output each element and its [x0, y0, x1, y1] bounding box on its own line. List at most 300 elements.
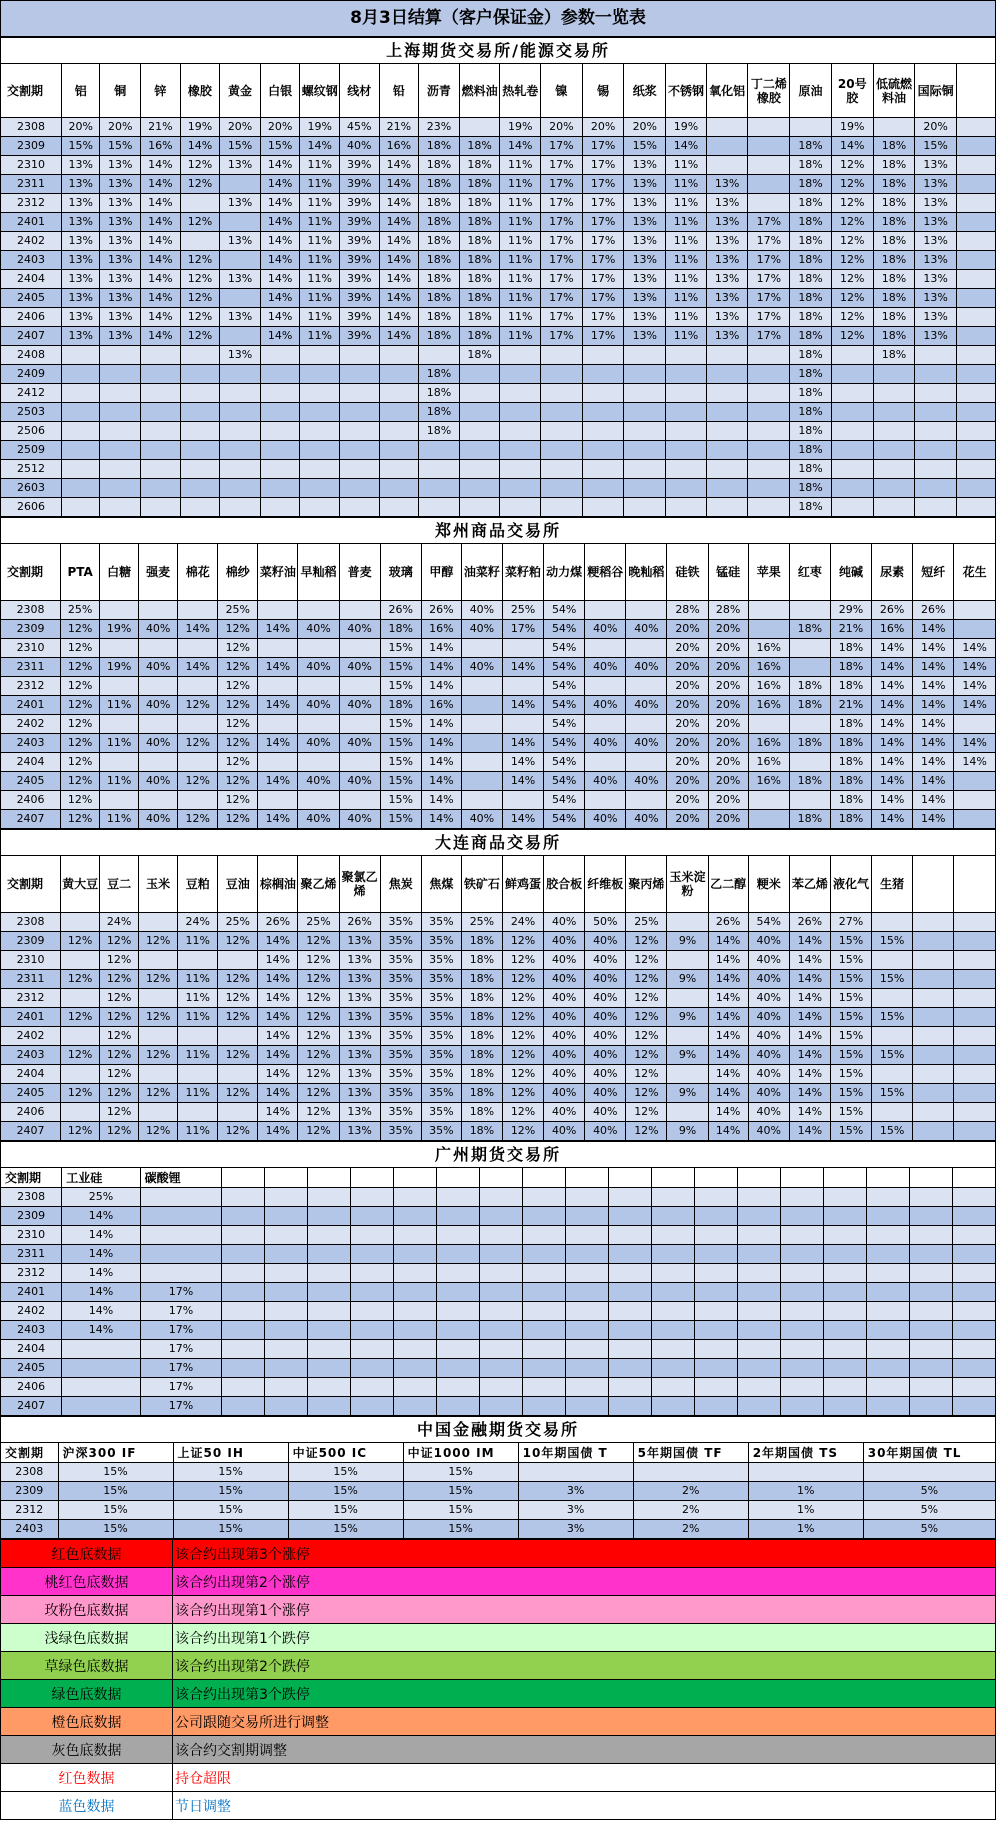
margin-cell: 11% — [178, 932, 218, 951]
margin-cell: 13% — [339, 1122, 380, 1141]
margin-cell: 14% — [379, 327, 419, 346]
margin-cell: 20% — [708, 772, 748, 791]
margin-cell — [100, 677, 139, 696]
margin-cell: 18% — [459, 156, 500, 175]
margin-cell — [141, 498, 181, 517]
margin-cell: 13% — [339, 932, 380, 951]
margin-cell — [351, 1207, 394, 1226]
margin-cell: 40% — [585, 932, 626, 951]
margin-cell: 12% — [180, 251, 220, 270]
margin-cell — [667, 1027, 708, 1046]
margin-cell — [379, 346, 419, 365]
legend-label: 橙色底数据 — [1, 1708, 173, 1736]
margin-cell — [957, 479, 996, 498]
margin-cell — [178, 791, 218, 810]
margin-cell — [265, 1188, 308, 1207]
margin-cell: 18% — [790, 137, 832, 156]
margin-cell: 12% — [831, 251, 873, 270]
legend-label: 玫粉色底数据 — [1, 1596, 173, 1624]
legend-description: 该合约出现第1个涨停 — [173, 1596, 996, 1624]
margin-cell: 13% — [624, 232, 666, 251]
margin-cell — [780, 1226, 823, 1245]
margin-cell — [823, 1378, 866, 1397]
margin-cell — [954, 1027, 996, 1046]
margin-cell — [139, 951, 178, 970]
margin-cell: 12% — [100, 1103, 139, 1122]
margin-cell: 18% — [790, 498, 832, 517]
margin-cell: 39% — [339, 251, 379, 270]
margin-cell: 18% — [790, 251, 832, 270]
table-row — [1, 989, 996, 1008]
margin-cell: 12% — [61, 658, 100, 677]
margin-cell: 14% — [913, 772, 954, 791]
margin-cell: 12% — [218, 772, 258, 791]
margin-cell — [459, 403, 500, 422]
margin-cell — [62, 1397, 140, 1416]
margin-cell — [823, 1283, 866, 1302]
table-row — [1, 658, 996, 677]
margin-cell: 14% — [141, 213, 181, 232]
margin-cell: 13% — [220, 308, 261, 327]
column-header: 棉纱 — [218, 544, 258, 601]
margin-cell: 12% — [100, 1065, 139, 1084]
margin-cell: 18% — [459, 308, 500, 327]
margin-cell — [541, 365, 583, 384]
delivery-period-cell: 2402 — [1, 1027, 61, 1046]
margin-cell — [437, 1188, 480, 1207]
margin-cell — [915, 346, 957, 365]
column-header: 沪深300 IF — [58, 1443, 173, 1463]
margin-cell — [866, 1340, 909, 1359]
margin-cell — [831, 479, 873, 498]
margin-cell: 12% — [626, 1084, 667, 1103]
cffex-section-title: 中国金融期货交易所 — [1, 1417, 996, 1443]
margin-cell: 54% — [544, 772, 585, 791]
margin-cell: 18% — [461, 1084, 502, 1103]
margin-cell — [954, 1084, 996, 1103]
margin-cell: 40% — [626, 734, 667, 753]
margin-cell: 26% — [913, 601, 954, 620]
margin-cell — [265, 1245, 308, 1264]
margin-cell — [957, 175, 996, 194]
margin-cell — [909, 1397, 952, 1416]
margin-cell — [61, 403, 100, 422]
margin-cell — [541, 479, 583, 498]
margin-cell — [300, 479, 340, 498]
margin-cell — [582, 346, 624, 365]
margin-cell: 14% — [300, 137, 340, 156]
margin-cell — [265, 1340, 308, 1359]
margin-cell: 19% — [180, 118, 220, 137]
margin-cell — [339, 753, 380, 772]
margin-cell: 14% — [954, 753, 996, 772]
margin-cell: 20% — [624, 118, 666, 137]
margin-cell: 12% — [100, 1027, 139, 1046]
margin-cell: 14% — [258, 620, 298, 639]
margin-cell: 11% — [100, 772, 139, 791]
margin-cell: 12% — [626, 989, 667, 1008]
margin-cell — [308, 1321, 351, 1340]
margin-cell: 16% — [748, 772, 789, 791]
column-header — [523, 1168, 566, 1188]
margin-cell — [518, 1463, 633, 1482]
margin-cell: 26% — [789, 913, 830, 932]
margin-cell: 14% — [872, 734, 913, 753]
margin-cell: 40% — [626, 810, 667, 829]
margin-cell: 40% — [585, 696, 626, 715]
margin-cell — [258, 677, 298, 696]
margin-cell — [694, 1283, 737, 1302]
margin-cell — [566, 1283, 609, 1302]
margin-cell — [748, 620, 789, 639]
margin-cell: 12% — [61, 753, 100, 772]
margin-cell: 9% — [667, 970, 708, 989]
table-row — [1, 1520, 996, 1539]
margin-cell — [582, 403, 624, 422]
margin-cell — [220, 460, 261, 479]
margin-cell: 11% — [666, 213, 707, 232]
margin-cell — [300, 365, 340, 384]
column-header: 普麦 — [339, 544, 380, 601]
margin-cell: 12% — [298, 1084, 339, 1103]
margin-cell: 14% — [708, 1084, 748, 1103]
margin-cell — [339, 479, 379, 498]
margin-cell: 16% — [141, 137, 181, 156]
column-header: 低硫燃料油 — [873, 64, 915, 118]
margin-cell: 13% — [100, 308, 141, 327]
margin-cell — [957, 365, 996, 384]
margin-cell: 40% — [626, 658, 667, 677]
margin-cell — [913, 970, 954, 989]
margin-cell — [523, 1302, 566, 1321]
margin-cell: 25% — [218, 601, 258, 620]
margin-cell: 14% — [260, 213, 300, 232]
margin-cell: 14% — [421, 658, 461, 677]
margin-cell — [652, 1264, 695, 1283]
margin-cell — [954, 913, 996, 932]
margin-cell: 54% — [544, 639, 585, 658]
margin-cell: 17% — [140, 1283, 222, 1302]
delivery-period-cell: 2310 — [1, 639, 61, 658]
column-header — [866, 1168, 909, 1188]
margin-cell — [379, 384, 419, 403]
margin-cell — [394, 1226, 437, 1245]
delivery-period-cell: 2407 — [1, 1122, 61, 1141]
margin-cell: 11% — [300, 327, 340, 346]
margin-cell: 17% — [582, 270, 624, 289]
table-row — [1, 715, 996, 734]
margin-cell: 15% — [830, 1103, 871, 1122]
margin-cell — [780, 1378, 823, 1397]
margin-cell: 13% — [706, 251, 748, 270]
margin-cell: 11% — [300, 175, 340, 194]
column-header: 动力煤 — [544, 544, 585, 601]
margin-cell — [461, 677, 502, 696]
column-header — [954, 856, 996, 913]
margin-cell: 14% — [260, 289, 300, 308]
margin-cell: 15% — [288, 1520, 403, 1539]
margin-cell: 40% — [585, 1008, 626, 1027]
margin-cell — [585, 677, 626, 696]
shfe-header-row — [1, 64, 996, 118]
margin-cell: 40% — [748, 1122, 789, 1141]
margin-cell — [706, 460, 748, 479]
column-header — [952, 1168, 995, 1188]
column-header: 鲜鸡蛋 — [502, 856, 543, 913]
margin-cell — [748, 715, 789, 734]
margin-cell — [541, 403, 583, 422]
margin-cell: 54% — [544, 753, 585, 772]
table-row — [1, 422, 996, 441]
margin-cell — [748, 791, 789, 810]
margin-cell: 35% — [421, 1027, 461, 1046]
column-header: 强麦 — [139, 544, 178, 601]
margin-cell — [339, 384, 379, 403]
margin-cell — [873, 422, 915, 441]
margin-cell: 11% — [500, 156, 541, 175]
column-header: 铜 — [100, 64, 141, 118]
delivery-period-cell: 2309 — [1, 1207, 62, 1226]
margin-cell — [260, 479, 300, 498]
margin-cell — [780, 1264, 823, 1283]
margin-cell: 18% — [830, 639, 871, 658]
margin-cell: 16% — [748, 734, 789, 753]
table-row — [1, 1245, 996, 1264]
margin-cell: 35% — [421, 913, 461, 932]
margin-cell: 40% — [298, 772, 339, 791]
margin-cell: 11% — [500, 308, 541, 327]
margin-cell — [100, 460, 141, 479]
margin-cell: 14% — [789, 970, 830, 989]
margin-cell: 14% — [258, 658, 298, 677]
margin-cell: 1% — [748, 1501, 863, 1520]
margin-cell: 40% — [585, 970, 626, 989]
margin-cell — [737, 1321, 780, 1340]
margin-cell — [351, 1245, 394, 1264]
margin-cell: 18% — [873, 346, 915, 365]
margin-cell: 12% — [626, 1046, 667, 1065]
margin-cell: 18% — [459, 327, 500, 346]
margin-cell: 14% — [789, 1027, 830, 1046]
margin-cell: 15% — [872, 1122, 913, 1141]
margin-cell: 13% — [915, 270, 957, 289]
margin-cell: 13% — [706, 213, 748, 232]
margin-cell: 17% — [140, 1397, 222, 1416]
margin-cell — [748, 460, 790, 479]
margin-cell: 12% — [298, 1046, 339, 1065]
delivery-period-cell: 2308 — [1, 913, 61, 932]
margin-cell: 11% — [500, 213, 541, 232]
margin-cell — [913, 989, 954, 1008]
margin-cell: 28% — [708, 601, 748, 620]
margin-cell — [748, 498, 790, 517]
margin-cell — [220, 422, 261, 441]
margin-cell — [178, 639, 218, 658]
margin-cell: 54% — [544, 715, 585, 734]
margin-cell: 12% — [100, 1084, 139, 1103]
margin-cell — [866, 1302, 909, 1321]
table-row — [1, 810, 996, 829]
legend-row — [1, 1708, 996, 1736]
margin-cell — [748, 1463, 863, 1482]
margin-cell: 12% — [100, 1046, 139, 1065]
margin-cell — [394, 1207, 437, 1226]
margin-cell: 17% — [748, 308, 790, 327]
margin-cell — [609, 1283, 652, 1302]
margin-cell: 15% — [380, 791, 421, 810]
margin-cell — [694, 1359, 737, 1378]
margin-cell: 12% — [502, 1027, 543, 1046]
margin-cell: 17% — [140, 1321, 222, 1340]
margin-cell — [909, 1245, 952, 1264]
czce-section-title: 郑州商品交易所 — [1, 518, 996, 544]
margin-cell: 17% — [582, 175, 624, 194]
margin-cell: 18% — [419, 422, 460, 441]
margin-cell: 14% — [789, 951, 830, 970]
margin-cell: 14% — [913, 753, 954, 772]
margin-cell: 12% — [178, 772, 218, 791]
column-header: 豆粕 — [178, 856, 218, 913]
margin-cell: 40% — [544, 913, 585, 932]
table-row — [1, 194, 996, 213]
margin-cell: 40% — [544, 932, 585, 951]
delivery-period-cell: 2309 — [1, 1482, 59, 1501]
margin-cell: 17% — [748, 251, 790, 270]
margin-cell: 13% — [100, 194, 141, 213]
legend-row — [1, 1624, 996, 1652]
delivery-period-cell: 2308 — [1, 1188, 62, 1207]
margin-cell — [748, 479, 790, 498]
margin-cell: 40% — [748, 1103, 789, 1122]
margin-cell — [351, 1321, 394, 1340]
table-row — [1, 118, 996, 137]
margin-cell — [913, 1027, 954, 1046]
margin-cell: 13% — [915, 232, 957, 251]
margin-cell — [437, 1245, 480, 1264]
margin-cell — [609, 1397, 652, 1416]
margin-cell: 11% — [300, 232, 340, 251]
delivery-period-cell: 2406 — [1, 308, 62, 327]
delivery-period-cell: 2409 — [1, 365, 62, 384]
margin-cell — [351, 1264, 394, 1283]
margin-cell — [298, 601, 339, 620]
margin-cell — [737, 1340, 780, 1359]
margin-cell — [582, 460, 624, 479]
margin-cell: 18% — [789, 772, 830, 791]
delivery-period-cell: 2308 — [1, 1463, 59, 1482]
margin-cell: 12% — [61, 639, 100, 658]
margin-cell: 12% — [61, 734, 100, 753]
margin-cell: 13% — [339, 970, 380, 989]
margin-cell: 18% — [789, 810, 830, 829]
table-row — [1, 791, 996, 810]
margin-cell: 18% — [790, 460, 832, 479]
margin-cell: 12% — [298, 1122, 339, 1141]
margin-cell — [831, 422, 873, 441]
margin-cell — [61, 1065, 100, 1084]
margin-cell: 18% — [830, 753, 871, 772]
legend-label: 红色底数据 — [1, 1540, 173, 1568]
margin-cell: 13% — [220, 270, 261, 289]
margin-cell — [500, 346, 541, 365]
margin-cell — [141, 346, 181, 365]
margin-cell — [913, 951, 954, 970]
margin-cell — [141, 422, 181, 441]
margin-cell: 12% — [298, 1065, 339, 1084]
margin-cell: 11% — [300, 213, 340, 232]
margin-cell — [461, 639, 502, 658]
margin-cell — [100, 346, 141, 365]
margin-cell: 13% — [624, 308, 666, 327]
margin-cell: 14% — [913, 734, 954, 753]
gfex-section-title: 广州期货交易所 — [1, 1142, 996, 1168]
margin-cell: 15% — [288, 1463, 403, 1482]
margin-cell — [831, 403, 873, 422]
table-row — [1, 1463, 996, 1482]
column-header: 乙二醇 — [708, 856, 748, 913]
margin-cell: 14% — [954, 734, 996, 753]
column-header: 纤维板 — [585, 856, 626, 913]
column-header: 橡胶 — [180, 64, 220, 118]
margin-cell: 40% — [461, 658, 502, 677]
margin-cell — [308, 1264, 351, 1283]
margin-cell: 17% — [541, 156, 583, 175]
margin-cell — [222, 1378, 265, 1397]
margin-cell — [100, 365, 141, 384]
margin-cell: 28% — [667, 601, 708, 620]
margin-cell: 12% — [831, 175, 873, 194]
margin-cell — [585, 715, 626, 734]
margin-cell: 40% — [544, 1084, 585, 1103]
margin-cell: 11% — [666, 308, 707, 327]
margin-cell: 12% — [218, 620, 258, 639]
margin-cell: 18% — [790, 422, 832, 441]
delivery-period-cell: 2312 — [1, 989, 61, 1008]
column-header: 尿素 — [872, 544, 913, 601]
table-row — [1, 601, 996, 620]
column-header: 丁二烯橡胶 — [748, 64, 790, 118]
margin-cell: 15% — [100, 137, 141, 156]
column-header: 早籼稻 — [298, 544, 339, 601]
margin-cell: 14% — [708, 1008, 748, 1027]
margin-cell — [523, 1188, 566, 1207]
cffex-header-row — [1, 1443, 996, 1463]
margin-cell — [748, 810, 789, 829]
margin-cell: 13% — [100, 289, 141, 308]
margin-cell: 14% — [379, 175, 419, 194]
margin-cell — [915, 441, 957, 460]
margin-cell: 17% — [541, 270, 583, 289]
margin-cell: 20% — [667, 696, 708, 715]
margin-cell — [789, 791, 830, 810]
margin-cell — [500, 441, 541, 460]
margin-cell: 13% — [339, 1046, 380, 1065]
margin-cell — [437, 1321, 480, 1340]
margin-cell — [308, 1340, 351, 1359]
margin-cell — [694, 1378, 737, 1397]
margin-cell: 12% — [831, 213, 873, 232]
margin-cell: 15% — [173, 1463, 288, 1482]
margin-cell: 54% — [544, 791, 585, 810]
table-row — [1, 308, 996, 327]
margin-cell — [394, 1378, 437, 1397]
margin-cell: 24% — [100, 913, 139, 932]
margin-cell: 14% — [913, 677, 954, 696]
margin-cell: 9% — [667, 1008, 708, 1027]
margin-cell: 13% — [61, 213, 100, 232]
margin-cell — [566, 1340, 609, 1359]
margin-cell: 14% — [258, 932, 298, 951]
